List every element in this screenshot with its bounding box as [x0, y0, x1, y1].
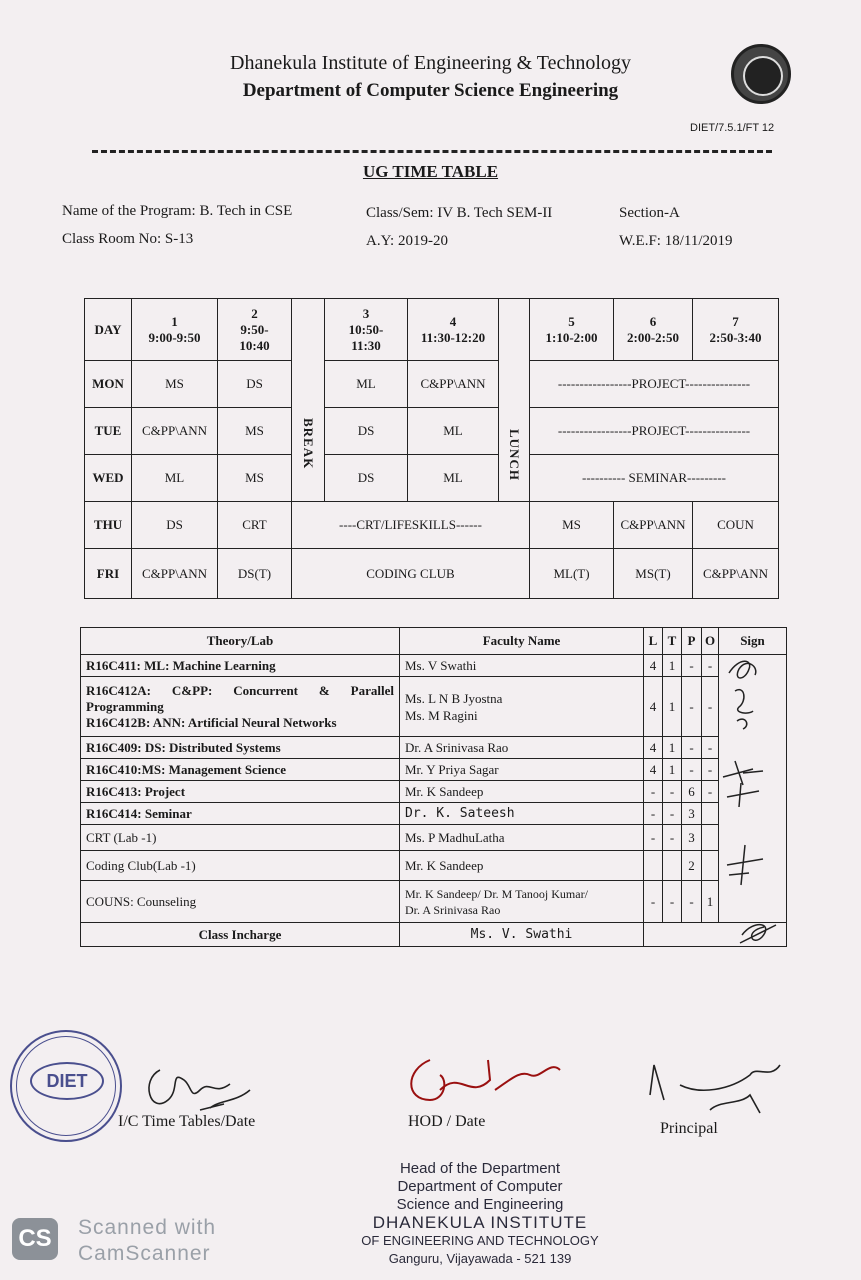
table-row	[81, 881, 787, 923]
p-cell: 3	[682, 803, 702, 825]
lunch-label: LUNCH	[507, 429, 522, 481]
stamp-text: DIET	[30, 1062, 104, 1100]
institute-stamp	[10, 1030, 122, 1142]
day-cell: FRI	[85, 549, 132, 599]
signature-column	[719, 655, 787, 923]
day-header: DAY	[85, 299, 132, 361]
slot-cell: C&PP\ANN	[408, 361, 499, 408]
hod-signature	[400, 1050, 570, 1115]
course-cell: Coding Club(Lab -1)	[81, 851, 400, 881]
l-cell: -	[644, 803, 663, 825]
faculty-cell: Ms. V Swathi	[400, 655, 644, 677]
l-cell: 4	[644, 759, 663, 781]
slot-cell: C&PP\ANN	[132, 549, 218, 599]
table-row	[81, 759, 787, 781]
faculty-cell: Mr. K Sandeep	[400, 781, 644, 803]
sign-header: Sign	[719, 628, 787, 655]
theory-header: Theory/Lab	[81, 628, 400, 655]
faculty-cell: Mr. K Sandeep/ Dr. M Tanooj Kumar/ Dr. A Srinivasa Rao	[400, 881, 644, 923]
o-cell: -	[702, 759, 719, 781]
period-1-header: 1 9:00-9:50	[132, 299, 218, 361]
slot-cell: DS	[132, 502, 218, 549]
o-cell	[702, 825, 719, 851]
department-name: Department of Computer Science Engineering	[242, 80, 619, 101]
t-cell: -	[663, 803, 682, 825]
afternoon-slot: -----------------PROJECT---------------	[530, 361, 779, 408]
coding-club-slot: CODING CLUB	[292, 549, 530, 599]
table-row	[81, 851, 787, 881]
t-cell: 1	[663, 737, 682, 759]
slot-cell: MS	[218, 408, 292, 455]
l-cell: 4	[644, 737, 663, 759]
timetable-grid	[84, 298, 779, 599]
l-cell: 4	[644, 655, 663, 677]
p-cell: -	[682, 881, 702, 923]
faculty-cell: Ms. P MadhuLatha	[400, 825, 644, 851]
course-cell: R16C409: DS: Distributed Systems	[81, 737, 400, 759]
p-cell: -	[682, 655, 702, 677]
course-cell: COUNS: Counseling	[81, 881, 400, 923]
slot-cell: ML	[325, 361, 408, 408]
p-header: P	[682, 628, 702, 655]
o-cell: -	[702, 655, 719, 677]
l-cell: -	[644, 781, 663, 803]
o-cell: -	[702, 781, 719, 803]
class-semester: Class/Sem: IV B. Tech SEM-II	[366, 205, 553, 221]
period-3-header: 3 10:50- 11:30	[325, 299, 408, 361]
class-incharge-label: Class Incharge	[81, 923, 400, 947]
slot-cell: ML	[408, 455, 499, 502]
faculty-cell: Dr. K. Sateesh	[400, 803, 644, 825]
slot-cell: ML	[132, 455, 218, 502]
stamp-line: Science and Engineering	[396, 1196, 564, 1213]
lunch-column	[499, 299, 530, 502]
table-row	[81, 803, 787, 825]
day-cell: THU	[85, 502, 132, 549]
table-row	[81, 825, 787, 851]
page-title: UG TIME TABLE	[362, 162, 499, 181]
incharge-signature-cell	[644, 923, 787, 947]
t-cell	[663, 851, 682, 881]
course-cell: R16C414: Seminar	[81, 803, 400, 825]
course-cell: CRT (Lab -1)	[81, 825, 400, 851]
stamp-line: Department of Computer	[397, 1178, 563, 1195]
class-room: Class Room No: S-13	[62, 231, 194, 247]
table-row	[81, 737, 787, 759]
signatures-graphic	[719, 655, 787, 927]
stamp-line: DHANEKULA INSTITUTE	[372, 1213, 588, 1232]
academic-year: A.Y: 2019-20	[366, 233, 448, 249]
afternoon-slot: -----------------PROJECT---------------	[530, 408, 779, 455]
program-name: Name of the Program: B. Tech in CSE	[62, 203, 293, 219]
camscanner-logo-icon: CS	[12, 1218, 58, 1260]
slot-cell: C&PP\ANN	[132, 408, 218, 455]
crt-lifeskills-slot: ----CRT/LIFESKILLS------	[292, 502, 530, 549]
p-cell: 6	[682, 781, 702, 803]
t-cell: 1	[663, 677, 682, 737]
slot-cell: DS	[325, 455, 408, 502]
period-4-header: 4 11:30-12:20	[408, 299, 499, 361]
hod-official-stamp	[300, 1160, 660, 1268]
faculty-header: Faculty Name	[400, 628, 644, 655]
header-divider	[92, 150, 772, 153]
break-label: BREAK	[301, 418, 316, 470]
faculty-cell: Ms. L N B Jyostna Ms. M Ragini	[400, 677, 644, 737]
day-cell: TUE	[85, 408, 132, 455]
p-cell: -	[682, 759, 702, 781]
o-header: O	[702, 628, 719, 655]
faculty-cell: Mr. K Sandeep	[400, 851, 644, 881]
hod-date-label: HOD / Date	[408, 1113, 486, 1130]
institute-name: Dhanekula Institute of Engineering & Technology	[230, 52, 631, 74]
slot-cell: ML	[408, 408, 499, 455]
ic-timetables-label: I/C Time Tables/Date	[118, 1113, 256, 1130]
incharge-row	[81, 923, 787, 947]
slot-cell: CRT	[218, 502, 292, 549]
timetable-row-wed	[85, 455, 779, 502]
l-cell: -	[644, 881, 663, 923]
l-header: L	[644, 628, 663, 655]
timetable-row-fri	[85, 549, 779, 599]
stamp-line: Head of the Department	[399, 1160, 561, 1177]
t-cell: -	[663, 881, 682, 923]
faculty-cell: Dr. A Srinivasa Rao	[400, 737, 644, 759]
course-cell: R16C413: Project	[81, 781, 400, 803]
t-cell: 1	[663, 759, 682, 781]
stamp-line: Ganguru, Vijayawada - 521 139	[388, 1251, 572, 1266]
table-row	[81, 655, 787, 677]
principal-label: Principal	[660, 1120, 718, 1137]
o-cell: -	[702, 737, 719, 759]
principal-signature	[640, 1055, 810, 1125]
o-cell: 1	[702, 881, 719, 923]
slot-cell: C&PP\ANN	[614, 502, 693, 549]
p-cell: 2	[682, 851, 702, 881]
period-5-header: 5 1:10-2:00	[530, 299, 614, 361]
o-cell	[702, 803, 719, 825]
period-2-header: 2 9:50- 10:40	[218, 299, 292, 361]
day-cell: MON	[85, 361, 132, 408]
stamp-line: OF ENGINEERING AND TECHNOLOGY	[361, 1233, 599, 1248]
slot-cell: DS(T)	[218, 549, 292, 599]
slot-cell: C&PP\ANN	[693, 549, 779, 599]
l-cell	[644, 851, 663, 881]
table-row	[81, 781, 787, 803]
institute-logo	[731, 44, 791, 104]
table-row	[81, 677, 787, 737]
t-cell: 1	[663, 655, 682, 677]
l-cell: 4	[644, 677, 663, 737]
incharge-signature	[684, 913, 784, 949]
p-cell: -	[682, 677, 702, 737]
timetable-row-thu	[85, 502, 779, 549]
o-cell	[702, 851, 719, 881]
slot-cell: MS	[218, 455, 292, 502]
faculty-cell: Mr. Y Priya Sagar	[400, 759, 644, 781]
slot-cell: COUN	[693, 502, 779, 549]
t-cell: -	[663, 781, 682, 803]
l-cell: -	[644, 825, 663, 851]
t-cell: -	[663, 825, 682, 851]
slot-cell: DS	[218, 361, 292, 408]
course-cell: R16C411: ML: Machine Learning	[81, 655, 400, 677]
period-6-header: 6 2:00-2:50	[614, 299, 693, 361]
timetable-row-mon	[85, 361, 779, 408]
o-cell: -	[702, 677, 719, 737]
camscanner-watermark	[10, 1212, 230, 1268]
day-cell: WED	[85, 455, 132, 502]
ic-signature	[140, 1060, 270, 1120]
class-incharge-name: Ms. V. Swathi	[400, 923, 644, 947]
p-cell: 3	[682, 825, 702, 851]
section: Section-A	[619, 205, 680, 221]
t-header: T	[663, 628, 682, 655]
slot-cell: MS	[132, 361, 218, 408]
slot-cell: ML(T)	[530, 549, 614, 599]
scanner-text: Scanned with	[78, 1216, 217, 1239]
p-cell: -	[682, 737, 702, 759]
document-reference: DIET/7.5.1/FT 12	[690, 122, 775, 134]
slot-cell: DS	[325, 408, 408, 455]
timetable-row-tue	[85, 408, 779, 455]
with-effect-from: W.E.F: 18/11/2019	[619, 233, 733, 249]
course-cell: R16C410:MS: Management Science	[81, 759, 400, 781]
break-column	[292, 299, 325, 502]
course-faculty-table	[80, 627, 787, 947]
slot-cell: MS(T)	[614, 549, 693, 599]
scanner-text: CamScanner	[78, 1242, 211, 1265]
afternoon-slot: ---------- SEMINAR---------	[530, 455, 779, 502]
slot-cell: MS	[530, 502, 614, 549]
course-cell: R16C412A: C&PP: Concurrent & Parallel Programming R16C412B: ANN: Artificial Neural Networks	[81, 677, 400, 737]
period-7-header: 7 2:50-3:40	[693, 299, 779, 361]
